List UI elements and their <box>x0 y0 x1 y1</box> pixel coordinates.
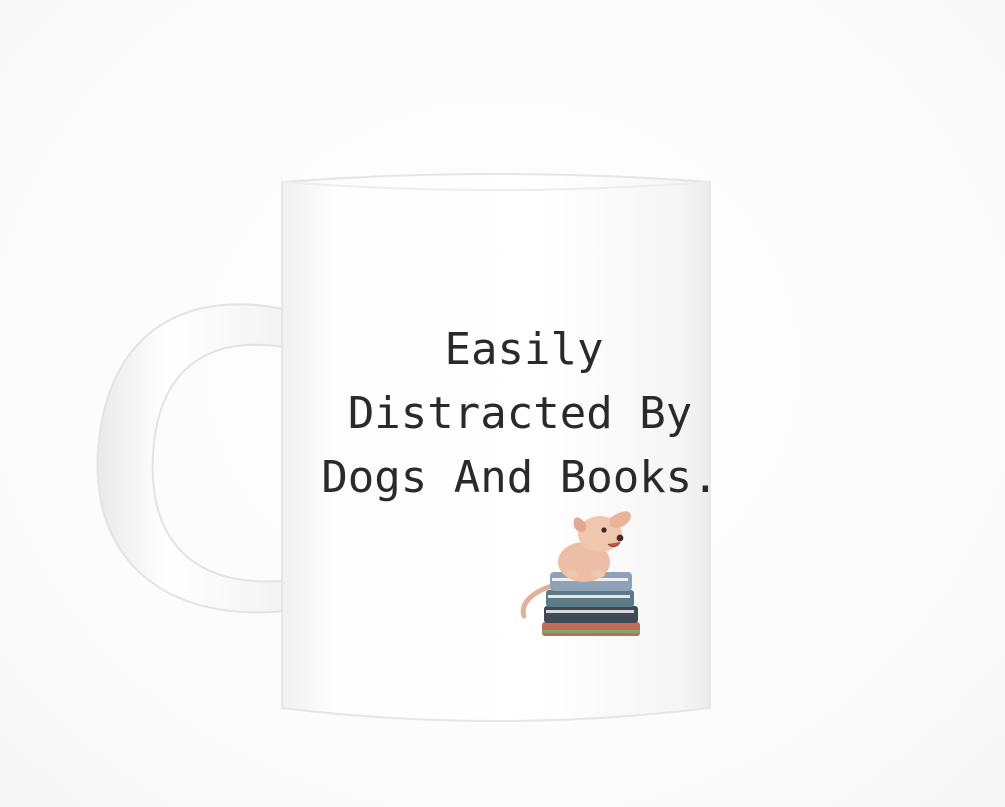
book-1 <box>542 622 640 636</box>
dog-ear <box>610 511 631 528</box>
mug-print-text <box>300 318 740 510</box>
mug-text-line-1: Easily <box>444 324 604 375</box>
dog-nose <box>617 535 624 542</box>
mug-text-line-2: Distracted By <box>347 388 693 439</box>
mug-text-line-3: Dogs And Books. <box>321 452 719 503</box>
dog-on-books-icon <box>512 500 652 645</box>
book-3 <box>546 590 634 607</box>
book-2 <box>544 606 638 623</box>
dog-eye <box>601 527 606 532</box>
